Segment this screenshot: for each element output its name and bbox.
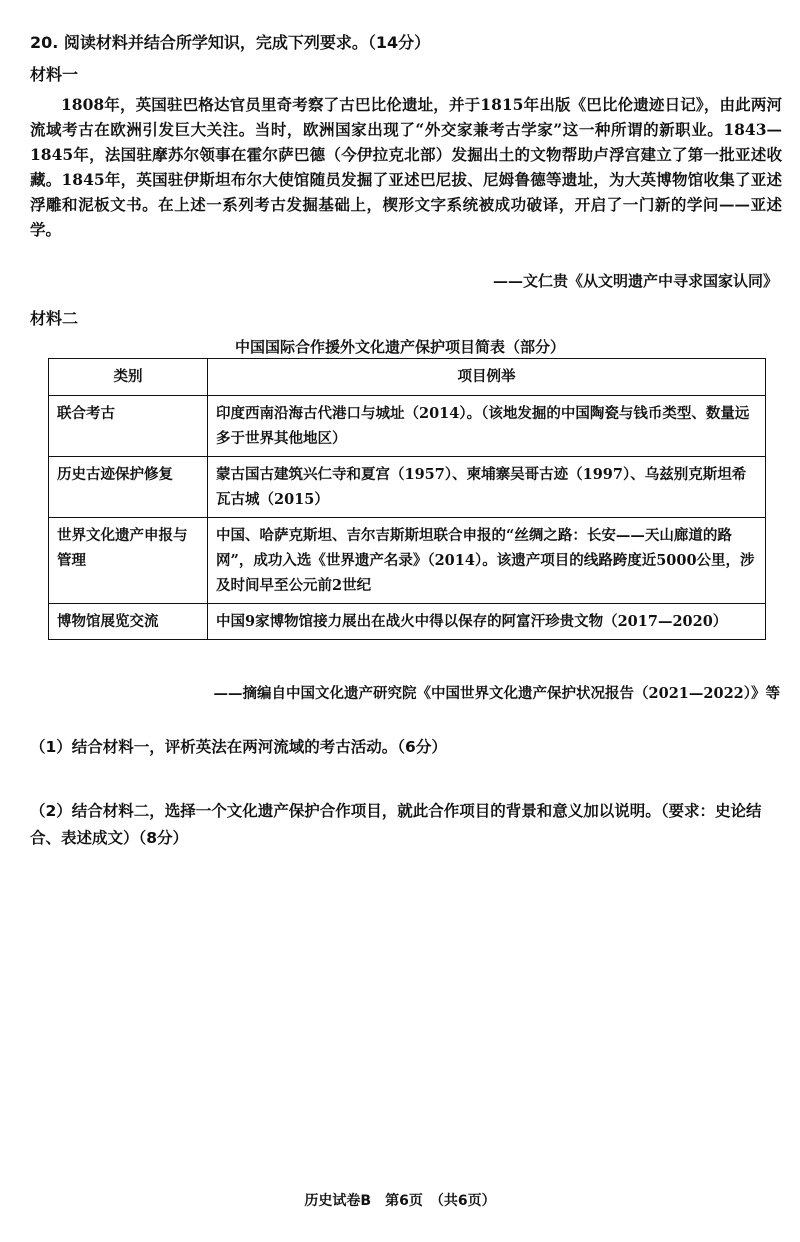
material1-source: ——文仁贵《从文明遗产中寻求国家认同》 [492,272,778,290]
material1-paragraph: 1808年，英国驻巴格达官员里奇考察了古巴比伦遗址，并于1815年出版《巴比伦遗迹日记》，由此两河流域考古在欧洲引发巨大关注。当时，欧洲国家出现了“外交家兼考古学家”这一种所谓的新职业。1843—1845年，法国驻摩苏尔领事在霍尔萨巴德（今伊拉克北部）发掘出土的文物帮助卢浮宫建立了第一批亚述收藏。1845年，英国驻伊斯坦布尔大使馆随员发掘了亚述巴尼拔、尼姆鲁德等遗址，为大英博物馆收集了亚述浮雕和泥板文书。在上述一系列考古发掘基础上，楔形文字系统被成功破译，开启了一门新的学问——亚述学。 [30,95,782,239]
header-example: 项目例举 [208,359,766,396]
row-category: 博物馆展览交流 [49,604,208,640]
table-row [49,604,766,640]
row-example: 中国9家博物馆接力展出在战火中得以保存的阿富汗珍贵文物（2017—2020） [208,604,766,640]
table-title: 中国国际合作援外文化遗产保护项目简表（部分） [234,338,565,356]
question-header: 20. 阅读材料并结合所学知识，完成下列要求。（14分） [30,33,431,52]
table-row [49,518,766,604]
row-example: 蒙古国古建筑兴仁寺和夏宫（1957）、柬埔寨吴哥古迹（1997）、乌兹别克斯坦希瓦古城（2015） [208,457,766,518]
material2-source: ——摘编自中国文化遗产研究院《中国世界文化遗产保护状况报告（2021—2022）》等 [213,685,780,702]
page-footer: 历史试卷B 第6页 （共6页） [304,1193,496,1209]
table-row [49,396,766,457]
row-category: 历史古迹保护修复 [49,457,208,518]
header-category: 类别 [49,359,208,396]
sub-question-2: （2）结合材料二，选择一个文化遗产保护合作项目，就此合作项目的背景和意义加以说明。（要求：史论结合、表述成文）（8分） [30,802,762,847]
row-example: 印度西南沿海古代港口与城址（2014）。（该地发掘的中国陶瓷与钱币类型、数量远多于世界其他地区） [208,396,766,457]
heritage-table [48,358,766,640]
row-example: 中国、哈萨克斯坦、吉尔吉斯斯坦联合申报的“丝绸之路：长安——天山廊道的路网”，成功入选《世界遗产名录》（2014）。该遗产项目的线路跨度近5000公里，涉及时间早至公元前2世纪 [208,518,766,604]
row-category: 世界文化遗产申报与管理 [49,518,208,604]
table-row [49,457,766,518]
sub-question-1: （1）结合材料一，评析英法在两河流域的考古活动。（6分） [30,738,447,756]
table-header-row [49,359,766,396]
row-category: 联合考古 [49,396,208,457]
material1-label: 材料一 [30,65,79,84]
material2-label: 材料二 [30,309,79,328]
